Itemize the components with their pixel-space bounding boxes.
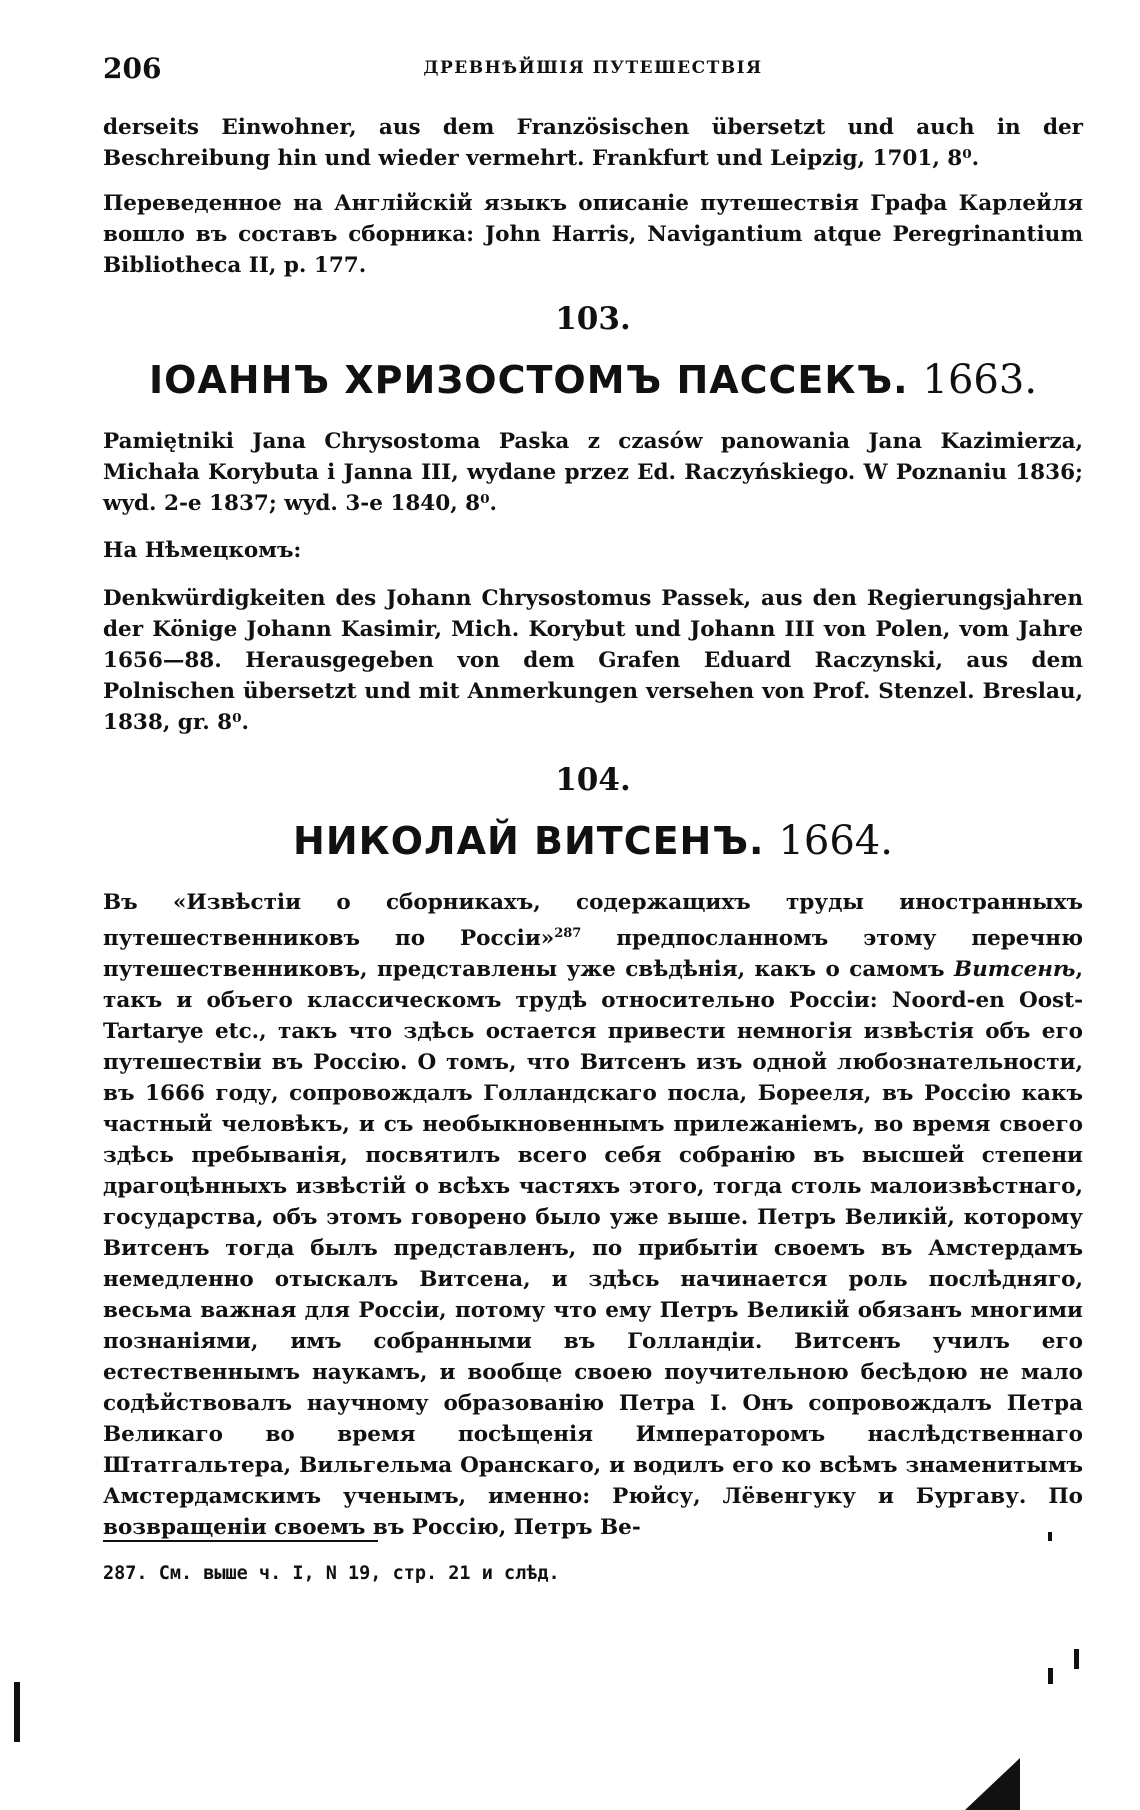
entry-103-german-edition: Denkwürdigkeiten des Johann Chrysostomus Passek, aus den Regierungsjahren der Könige Johann Kasimir, Mich. Korybut und Johann III von Polen, vom Jahre 1656—88. Herausgegeben von dem Grafen Eduard Raczynski, aus dem Polnischen übersetzt und mit Anmerkungen versehen von Prof. Stenzel. Breslau, 1838, gr. 8⁰. [103,586,1083,735]
footnote-rule [103,1540,378,1542]
witsen-name-italic: Витсенѣ [953,957,1076,983]
scan-corner-damage [965,1758,1020,1810]
entry-103-polish-edition: Pamiętniki Jana Chrysostoma Paska z czasów panowania Jana Kazimierza, Michała Korybuta i Janna III, wydane przez Ed. Raczyńskiego. W Poznaniu 1836; wyd. 2-e 1837; wyd. 3-e 1840, 8⁰. [103,429,1083,516]
body-text-middle: предпосланномъ этому перечню путешественниковъ, представлены уже свѣдѣнія, какъ о самомъ [103,926,1083,983]
page-number: 206 [103,52,162,85]
body-text-start: Въ «Извѣстіи о сборникахъ, содержащихъ труды иностранныхъ путешественниковъ по Россіи» [103,890,1083,952]
scan-speck [1048,1668,1053,1684]
entry-104-body [103,887,1083,1543]
entry-number-104: 104. [555,762,631,798]
scan-speck [1074,1649,1079,1669]
scan-edge-mark [14,1682,20,1742]
scan-speck [1048,1532,1052,1541]
footnote-287: 287. См. выше ч. I, N 19, стр. 21 и слѣд. [103,1563,560,1584]
intro-paragraph-1: derseits Einwohner, aus dem Französischen übersetzt und auch in der Beschreibung hin und wieder vermehrt. Frankfurt und Leipzig, 1701, 8⁰. [103,115,1083,171]
body-text-end: , такъ и объего классическомъ трудѣ относительно Россіи: Noord-en Oost-Tartarye etc., такъ что здѣсь остается привести немногія извѣстія объ его путешествіи въ Россію. О томъ, что Витсенъ изъ одной любознательности, въ 1666 году, сопровождалъ Голландскаго посла, Борееля, въ Россію какъ частный человѣкъ, и съ необыкновеннымъ прилежаніемъ, во время своего здѣсь пребыванія, посвятилъ всего себя собранію въ высшей степени драгоцѣнныхъ извѣстій о всѣхъ частяхъ этого, тогда столь малоизвѣстнаго, государства, объ этомъ говорено было уже выше. Петръ Великій, которому Витсенъ тогда былъ представленъ, по прибытіи своемъ въ Амстердамъ немедленно отыскалъ Витсена, и здѣсь начинается роль послѣдняго, весьма важная для Россіи, потому что ему Петръ Великій обязанъ многими познаніями, имъ собранными въ Голландіи. Витсенъ училъ его естественнымъ наукамъ, и вообще своею поучительною бесѣдою не мало содѣйствовалъ научному образованію Петра I. Онъ сопровождалъ Петра Великаго во время посѣщенія Императоромъ наслѣдственнаго Штатгальтера, Вильгельма Оранскаго, и водилъ его ко всѣмъ знаменитымъ Амстердамскимъ ученымъ, именно: Рюйсу, Лёвенгуку и Бургаву. По возвращеніи своемъ въ Россію, Петръ Ве- [103,957,1083,1541]
entry-name-104: НИКОЛАЙ ВИТСЕНЪ. [293,819,765,863]
entry-title-103 [103,356,1083,403]
entry-number-103: 103. [555,301,631,337]
running-title: ДРЕВНѢЙШІЯ ПУТЕШЕСТВІЯ [423,58,763,78]
entry-name-103: ІОАННЪ ХРИЗОСТОМЪ ПАССЕКЪ. [148,358,909,402]
entry-title-104 [103,817,1083,864]
page-header [103,52,1083,88]
entry-year-104: 1664. [778,818,893,864]
entry-year-103: 1663. [922,357,1038,403]
entry-103-german-label: На Нѣмецкомъ: [103,538,302,563]
intro-paragraph-2: Переведенное на Англійскій языкъ описаніе путешествія Графа Карлейля вошло въ составъ сборника: John Harris, Navigantium atque Peregrinantium Bibliotheca II, p. 177. [103,191,1083,278]
footnote-reference: 287 [554,926,582,941]
